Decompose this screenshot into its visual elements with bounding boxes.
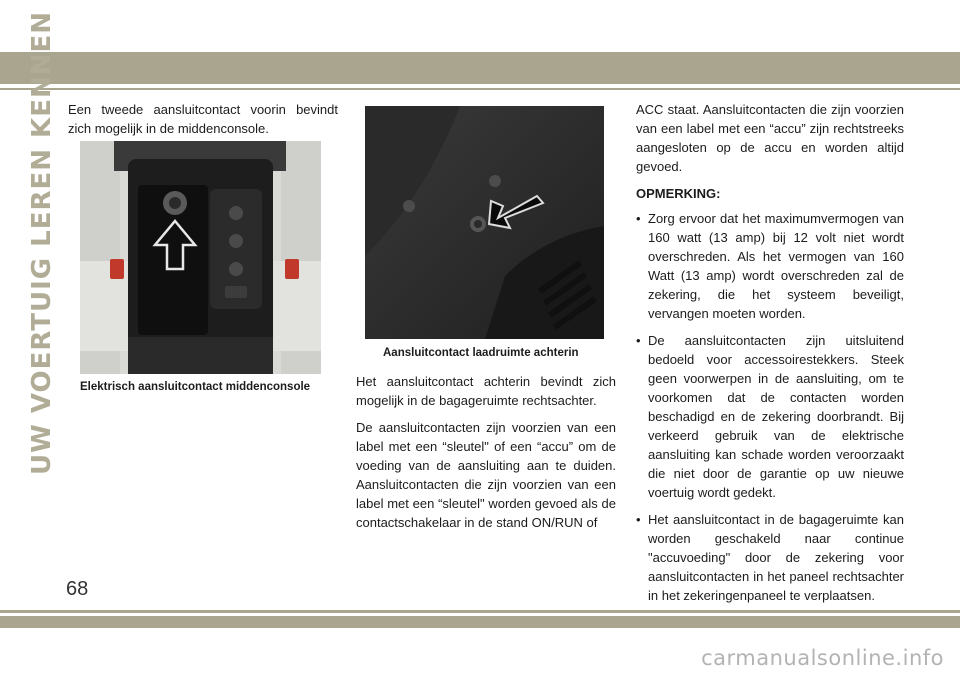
footer-band: [0, 616, 960, 628]
intro-paragraph: Een tweede aansluitcontact voorin bevindt zich mogelijk in de middenconsole.: [68, 102, 338, 136]
cargo-outlet-photo: [365, 106, 604, 339]
header-rule: [0, 88, 960, 90]
chapter-title-text: UW VOERTUIG LEREN KENNEN: [27, 10, 58, 476]
note-bullet: [636, 209, 904, 323]
paragraph-rear-outlet: Het aansluitcontact achterin bevindt zich mogelijk in de bagageruimte rechtsachter.: [356, 374, 616, 408]
paragraph-battery: ACC staat. Aansluitcontacten die zijn voorzien van een label met een “accu” zijn rechtstreeks aangesloten op de accu en worden altijd gevoed.: [636, 102, 904, 174]
bullet-text: Zorg ervoor dat het maximumvermogen van 160 watt (13 amp) bij 12 volt niet wordt overschreden. Als het vermogen van 160 Watt (13 amp) wordt overschreden zal de zekering, die het systeem beveiligt, vervangen moeten worden.: [648, 211, 904, 321]
bullet-symbol: •: [636, 211, 641, 226]
note-bullet: [636, 510, 904, 605]
note-heading: OPMERKING:: [636, 186, 721, 201]
page-number: 68: [66, 578, 89, 600]
column-middle: [356, 372, 616, 540]
console-photo-caption: Elektrisch aansluitcontact middenconsole: [80, 381, 311, 393]
bullet-text: De aansluitcontacten zijn uitsluitend bedoeld voor accessoirestekkers. Steek geen voorwerpen in de aansluiting, om te voorkomen dat de contacten worden beschadigd en de zekering doorbrandt. Bij verkeerd gebruik van de elektrische aansluiting kan schade worden veroorzaakt die niet door de garantie op uw nieuwe voertuig wordt gedekt.: [648, 333, 904, 500]
chapter-side-title: [22, 10, 62, 476]
paragraph-labels: De aansluitcontacten zijn voorzien van een label met een “sleutel" of een “accu” om de voeding van de aansluiting aan te duiden. Aansluitcontacten die zijn voorzien van een label met een “sleutel" worden gevoed als de contactschakelaar in de stand ON/RUN of: [356, 420, 616, 530]
bullet-symbol: •: [636, 333, 641, 348]
cargo-photo-caption: Aansluitcontact laadruimte achterin: [383, 347, 579, 359]
header-margin: [0, 0, 960, 52]
column-left: [68, 100, 338, 146]
footer-rule: [0, 610, 960, 613]
note-bullet: [636, 331, 904, 502]
column-right: [636, 100, 904, 613]
console-outlet-photo: [80, 141, 321, 374]
bullet-symbol: •: [636, 512, 641, 527]
header-band: [0, 52, 960, 84]
watermark: carmanualsonline.info: [701, 646, 944, 670]
bullet-text: Het aansluitcontact in de bagageruimte kan worden geschakeld naar continue "accuvoeding" door de zekering voor aansluitcontacten in het paneel rechtsachter in het zekeringenpaneel te verplaatsen.: [648, 512, 904, 603]
